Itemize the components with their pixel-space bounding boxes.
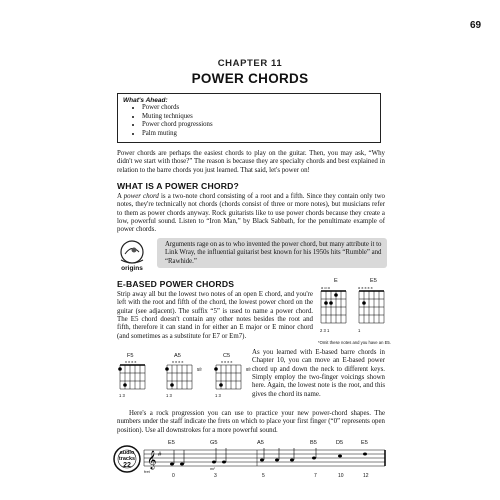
- staff-chord-a5: A5: [257, 440, 264, 446]
- chord-name-e5: E5: [370, 278, 377, 284]
- origins-icon: [112, 236, 152, 276]
- list-item: • Palm muting: [142, 130, 213, 139]
- music-staff: [142, 440, 387, 485]
- fret-number: 5: [262, 473, 265, 479]
- staff-chord-g5: G5: [210, 440, 218, 446]
- tab-label: fret: [144, 469, 150, 474]
- fret-number: 3: [214, 473, 217, 479]
- svg-text:𝄞: 𝄞: [147, 452, 157, 469]
- section-heading-power-chord: WHAT IS A POWER CHORD?: [117, 181, 239, 191]
- chord-fingers-f5: 1 3: [119, 393, 125, 398]
- fret-number: 0: [172, 473, 175, 479]
- svg-text:#: #: [158, 452, 162, 458]
- fret-marker-c5: 8fr: [246, 367, 251, 372]
- e-based-paragraph: Strip away all but the lowest two notes of an open E chord, and you're left with the root and fifth of the chord, the lowest power chord on the guitar (see adjacent). The suffix “5” is used to name a power chord. The E5 chord doesn't contain any other notes besides the root and fifth, therefore it can stand in for either an E major or E minor chord (and sometimes as a substitute for E7 or Em7).: [117, 291, 313, 340]
- audio-track-number: 22: [123, 462, 131, 469]
- section-heading-e-based: E-BASED POWER CHORDS: [117, 279, 235, 289]
- chord-fingers-e5: 1: [358, 328, 361, 333]
- staff-chord-e5: E5: [168, 440, 175, 446]
- svg-text:o x x x x: o x x x x: [358, 285, 373, 290]
- chord-diagram-f5: [117, 359, 151, 393]
- chord-name-c5: C5: [223, 353, 231, 359]
- chord-diagram-c5: [213, 359, 247, 393]
- svg-text:x x x x: x x x x: [172, 359, 184, 364]
- chord-fingers-e: 2 3 1: [320, 328, 330, 333]
- svg-text:x x x x: x x x x: [221, 359, 233, 364]
- list-item: • Muting techniques: [142, 113, 213, 122]
- dynamic-marking: mf: [210, 466, 215, 471]
- staff-chord-e5-end: E5: [361, 440, 368, 446]
- chapter-number: CHAPTER 11: [217, 58, 283, 69]
- fret-marker-a5: 5fr: [197, 367, 202, 372]
- progression-paragraph: Here's a rock progression you can use to practice your new power-chord shapes. The numbers under the staff indicate the frets on which to place your first finger (“0” represents open position). Use all downstrokes for a more powerful sound.: [117, 410, 385, 434]
- chord-diagrams-top: [318, 278, 388, 338]
- whats-ahead-list: [130, 104, 213, 138]
- page-number: 69: [470, 20, 482, 31]
- chord-caption: *Omit these notes and you have an E5.: [318, 340, 391, 345]
- e-based-paragraph-2: As you learned with E-based barre chords in Chapter 10, you can move an E-based power chord up and down the neck to different keys. Simply employ the two-finger voicings shown here. Again, the lowest note is the root, and this gives the chord its name.: [252, 349, 385, 398]
- chord-name-e: E: [334, 278, 338, 284]
- whats-ahead-box: [117, 93, 381, 143]
- power-chord-paragraph: A power chord is a two-note chord consisting of a root and a fifth. Since they contain only two notes, they're technically not chords (chords consist of three or more notes), but musicians refer to them as power chords anyway. Rock guitarists like to use power chords because they create a low, powerful sound. Listen to “Iron Man,” by Black Sabbath, for the penultimate example of power chords.: [117, 193, 385, 234]
- fret-number: 7: [314, 473, 317, 479]
- audio-tracks-icon: [112, 441, 142, 481]
- staff-chord-d5: D5: [336, 440, 344, 446]
- svg-text:o o o: o o o: [321, 285, 330, 290]
- fret-number: 12: [363, 473, 369, 479]
- staff-lines: [142, 448, 387, 470]
- whats-ahead-title: What's Ahead:: [123, 97, 168, 104]
- list-item: • Power chords: [142, 104, 213, 113]
- chord-name-f5: F5: [127, 353, 134, 359]
- chord-diagram-e5: [356, 285, 390, 329]
- intro-paragraph: Power chords are perhaps the easiest chords to play on the guitar. Then, you may ask, “Why didn't we start with those?” The reason is because they are specialty chords and best explained in relation to the barre chords you just learned. That said, let's power on!: [117, 150, 385, 174]
- chapter-title: POWER CHORDS: [191, 71, 309, 86]
- staff-chord-b5: B5: [310, 440, 317, 446]
- chord-diagram-a5: [164, 359, 198, 393]
- origins-text: Arguments rage on as to who invented the power chord, but many attribute it to Link Wray, the influential guitarist best known for his 1950s hits “Rumble” and “Rawhide.”: [165, 241, 382, 265]
- origins-callout: [157, 238, 387, 268]
- fret-number: 10: [338, 473, 344, 479]
- list-item: • Power chord progressions: [142, 121, 213, 130]
- audio-label: audio tracks: [118, 450, 136, 462]
- chord-name-a5: A5: [174, 353, 181, 359]
- svg-text:x x x x: x x x x: [125, 359, 137, 364]
- origins-label: origins: [121, 265, 143, 272]
- chord-diagram-e: [318, 285, 352, 329]
- chord-fingers-c5: 1 3: [215, 393, 221, 398]
- chord-fingers-a5: 1 3: [166, 393, 172, 398]
